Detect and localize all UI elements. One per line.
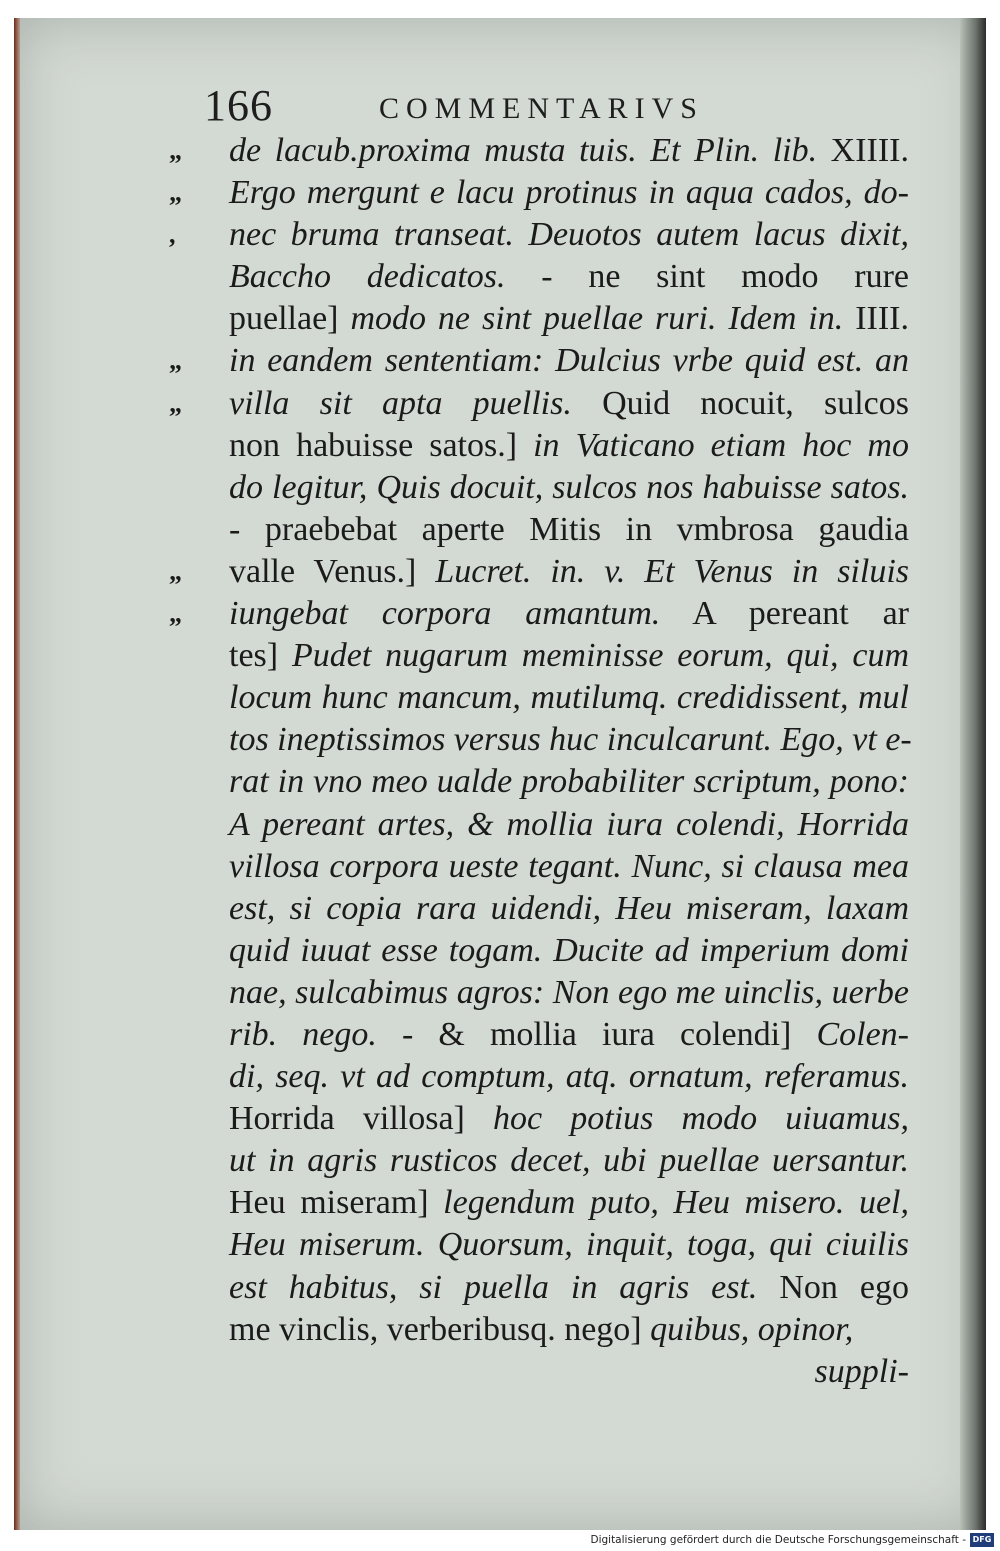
- binding-edge: [14, 18, 20, 1530]
- italic-segment: rib. nego.: [229, 1015, 377, 1053]
- line-content: [229, 677, 909, 719]
- footer-credit: Digitalisierung gefördert durch die Deutsche Forschungsgemeinschaft -: [590, 1534, 966, 1546]
- roman-segment: A pereant ar: [660, 595, 909, 633]
- italic-segment: villosa corpora ueste tegant. Nunc, si clausa mea: [229, 847, 909, 885]
- line-content: [229, 1098, 909, 1140]
- roman-segment: Horrida villosa]: [229, 1100, 465, 1138]
- line-content: [229, 340, 909, 382]
- roman-segment: - praebebat aperte Mitis in vmbrosa gaudia: [229, 510, 909, 548]
- italic-segment: villa sit apta puellis.: [229, 384, 572, 422]
- text-line: [169, 972, 929, 1014]
- roman-segment: - & mollia iura colendi]: [376, 1015, 792, 1053]
- italic-segment: Baccho dedicatos.: [229, 258, 506, 296]
- catchword: [229, 1351, 909, 1393]
- line-content: [229, 1267, 909, 1309]
- line-content: [229, 593, 909, 635]
- line-content: [229, 888, 909, 930]
- dfg-logo-icon: DFG: [970, 1533, 994, 1547]
- line-content: [229, 1224, 909, 1266]
- catchword-line: [169, 1351, 929, 1393]
- line-content: [229, 804, 909, 846]
- italic-segment: est, si copia rara uidendi, Heu miseram, laxam: [229, 889, 909, 927]
- text-line: [169, 256, 929, 298]
- quote-marker: ,: [169, 220, 174, 250]
- italic-segment: quibus, opinor,: [641, 1310, 854, 1348]
- quote-marker: „: [169, 599, 180, 629]
- text-line: [169, 383, 929, 425]
- text-line: [169, 677, 929, 719]
- italic-segment: in Vaticano etiam hoc mo: [517, 426, 909, 464]
- text-block: [169, 130, 929, 1393]
- text-line: [169, 298, 929, 340]
- text-line: [169, 719, 929, 761]
- text-line: [169, 467, 929, 509]
- italic-segment: modo ne sint puellae ruri. Idem in.: [338, 300, 844, 338]
- italic-segment: do legitur, Quis docuit, sulcos nos habuisse satos.: [229, 468, 909, 506]
- text-line: [169, 1014, 929, 1056]
- italic-segment: ut in agris rusticos decet, ubi puellae uersantur.: [229, 1142, 909, 1180]
- quote-marker: „: [169, 178, 180, 208]
- roman-segment: XIIII.: [817, 132, 910, 169]
- text-line: [169, 214, 929, 256]
- roman-segment: Non ego: [757, 1268, 909, 1306]
- roman-segment: IIII.: [843, 300, 909, 338]
- line-content: [229, 425, 909, 467]
- book-page: [14, 18, 986, 1530]
- italic-segment: quid iuuat esse togam. Ducite ad imperium domi: [229, 931, 909, 969]
- roman-segment: valle Venus.]: [229, 552, 417, 590]
- text-line: [169, 551, 929, 593]
- roman-segment: tes]: [229, 637, 279, 675]
- text-line: [169, 593, 929, 635]
- text-line: [169, 1098, 929, 1140]
- running-head: COMMENTARIVS: [379, 92, 704, 125]
- text-line: [169, 635, 929, 677]
- roman-segment: non habuisse satos.]: [229, 426, 518, 464]
- text-line: [169, 1309, 929, 1351]
- roman-segment: me vinclis, verberibusq. nego]: [229, 1310, 642, 1348]
- line-content: [229, 1056, 909, 1098]
- roman-segment: Quid nocuit, sulcos: [571, 384, 909, 422]
- italic-segment: Pudet nugarum meminisse eorum, qui, cum: [278, 637, 909, 675]
- italic-segment: A pereant artes, & mollia iura colendi, Horrida: [229, 805, 909, 843]
- text-line: [169, 761, 929, 803]
- italic-segment: legendum puto, Heu misero. uel,: [428, 1184, 909, 1222]
- quote-marker: „: [169, 346, 180, 376]
- text-line: [169, 1056, 929, 1098]
- quote-marker: „: [169, 136, 180, 165]
- line-content: [229, 214, 909, 256]
- text-line: [169, 1224, 929, 1266]
- line-content: [229, 383, 909, 425]
- line-content: [229, 1182, 909, 1224]
- quote-marker: „: [169, 556, 180, 586]
- line-content: [229, 972, 909, 1014]
- text-line: [169, 1140, 929, 1182]
- line-content: [229, 551, 909, 593]
- line-content: [229, 846, 909, 888]
- italic-segment: Ergo mergunt e lacu protinus in aqua cados, do-: [229, 174, 909, 212]
- line-content: [229, 172, 909, 214]
- italic-segment: nec bruma transeat. Deuotos autem lacus dixit,: [229, 216, 909, 254]
- line-content: [229, 719, 912, 761]
- page-number: 166: [204, 81, 273, 130]
- line-content: [229, 930, 909, 972]
- text-line: [169, 509, 929, 551]
- italic-segment: iungebat corpora amantum.: [229, 595, 661, 633]
- italic-segment: Heu miserum. Quorsum, inquit, toga, qui ciuilis: [229, 1226, 909, 1264]
- line-content: [229, 1309, 909, 1351]
- text-line: [169, 425, 929, 467]
- spine-shadow: [960, 18, 986, 1530]
- italic-segment: nae, sulcabimus agros: Non ego me uinclis, uerbe: [229, 973, 909, 1011]
- text-line: [169, 130, 929, 172]
- italic-segment: Lucret. in. v. Et Venus in siluis: [416, 552, 910, 590]
- text-line: [169, 340, 929, 382]
- line-content: [229, 467, 909, 509]
- line-content: [229, 509, 909, 551]
- italic-segment: locum hunc mancum, mutilumq. credidissent, mul: [229, 679, 909, 717]
- italic-segment: est habitus, si puella in agris est.: [229, 1268, 758, 1306]
- roman-segment: - ne sint modo rure: [505, 258, 909, 296]
- roman-segment: puellae]: [229, 300, 339, 338]
- italic-segment: tos ineptissimos versus huc inculcarunt. Ego, vt e-: [229, 721, 912, 759]
- catchword-text: suppli-: [814, 1352, 909, 1390]
- text-line: [169, 888, 929, 930]
- italic-segment: Colen-: [791, 1015, 909, 1053]
- text-line: [169, 172, 929, 214]
- text-line: [169, 1182, 929, 1224]
- line-content: [229, 635, 909, 677]
- italic-segment: hoc potius modo uiuamus,: [464, 1100, 909, 1138]
- text-line: [169, 930, 929, 972]
- roman-segment: Heu miseram]: [229, 1184, 429, 1222]
- text-line: [169, 846, 929, 888]
- line-content: [229, 298, 909, 340]
- quote-marker: „: [169, 388, 180, 418]
- italic-segment: di, seq. vt ad comptum, atq. ornatum, referamus.: [229, 1058, 909, 1096]
- line-content: [229, 1140, 909, 1182]
- line-content: [229, 130, 909, 172]
- footer-bar: [0, 1532, 1000, 1551]
- text-line: [169, 804, 929, 846]
- italic-segment: in eandem sententiam: Dulcius vrbe quid est. an: [229, 342, 909, 380]
- italic-segment: rat in vno meo ualde probabiliter scriptum, pono:: [229, 763, 909, 801]
- line-content: [229, 256, 909, 298]
- line-content: [229, 1014, 909, 1056]
- line-content: [229, 761, 909, 803]
- text-line: [169, 1267, 929, 1309]
- italic-segment: de lacub.proxima musta tuis. Et Plin. lib.: [229, 132, 818, 169]
